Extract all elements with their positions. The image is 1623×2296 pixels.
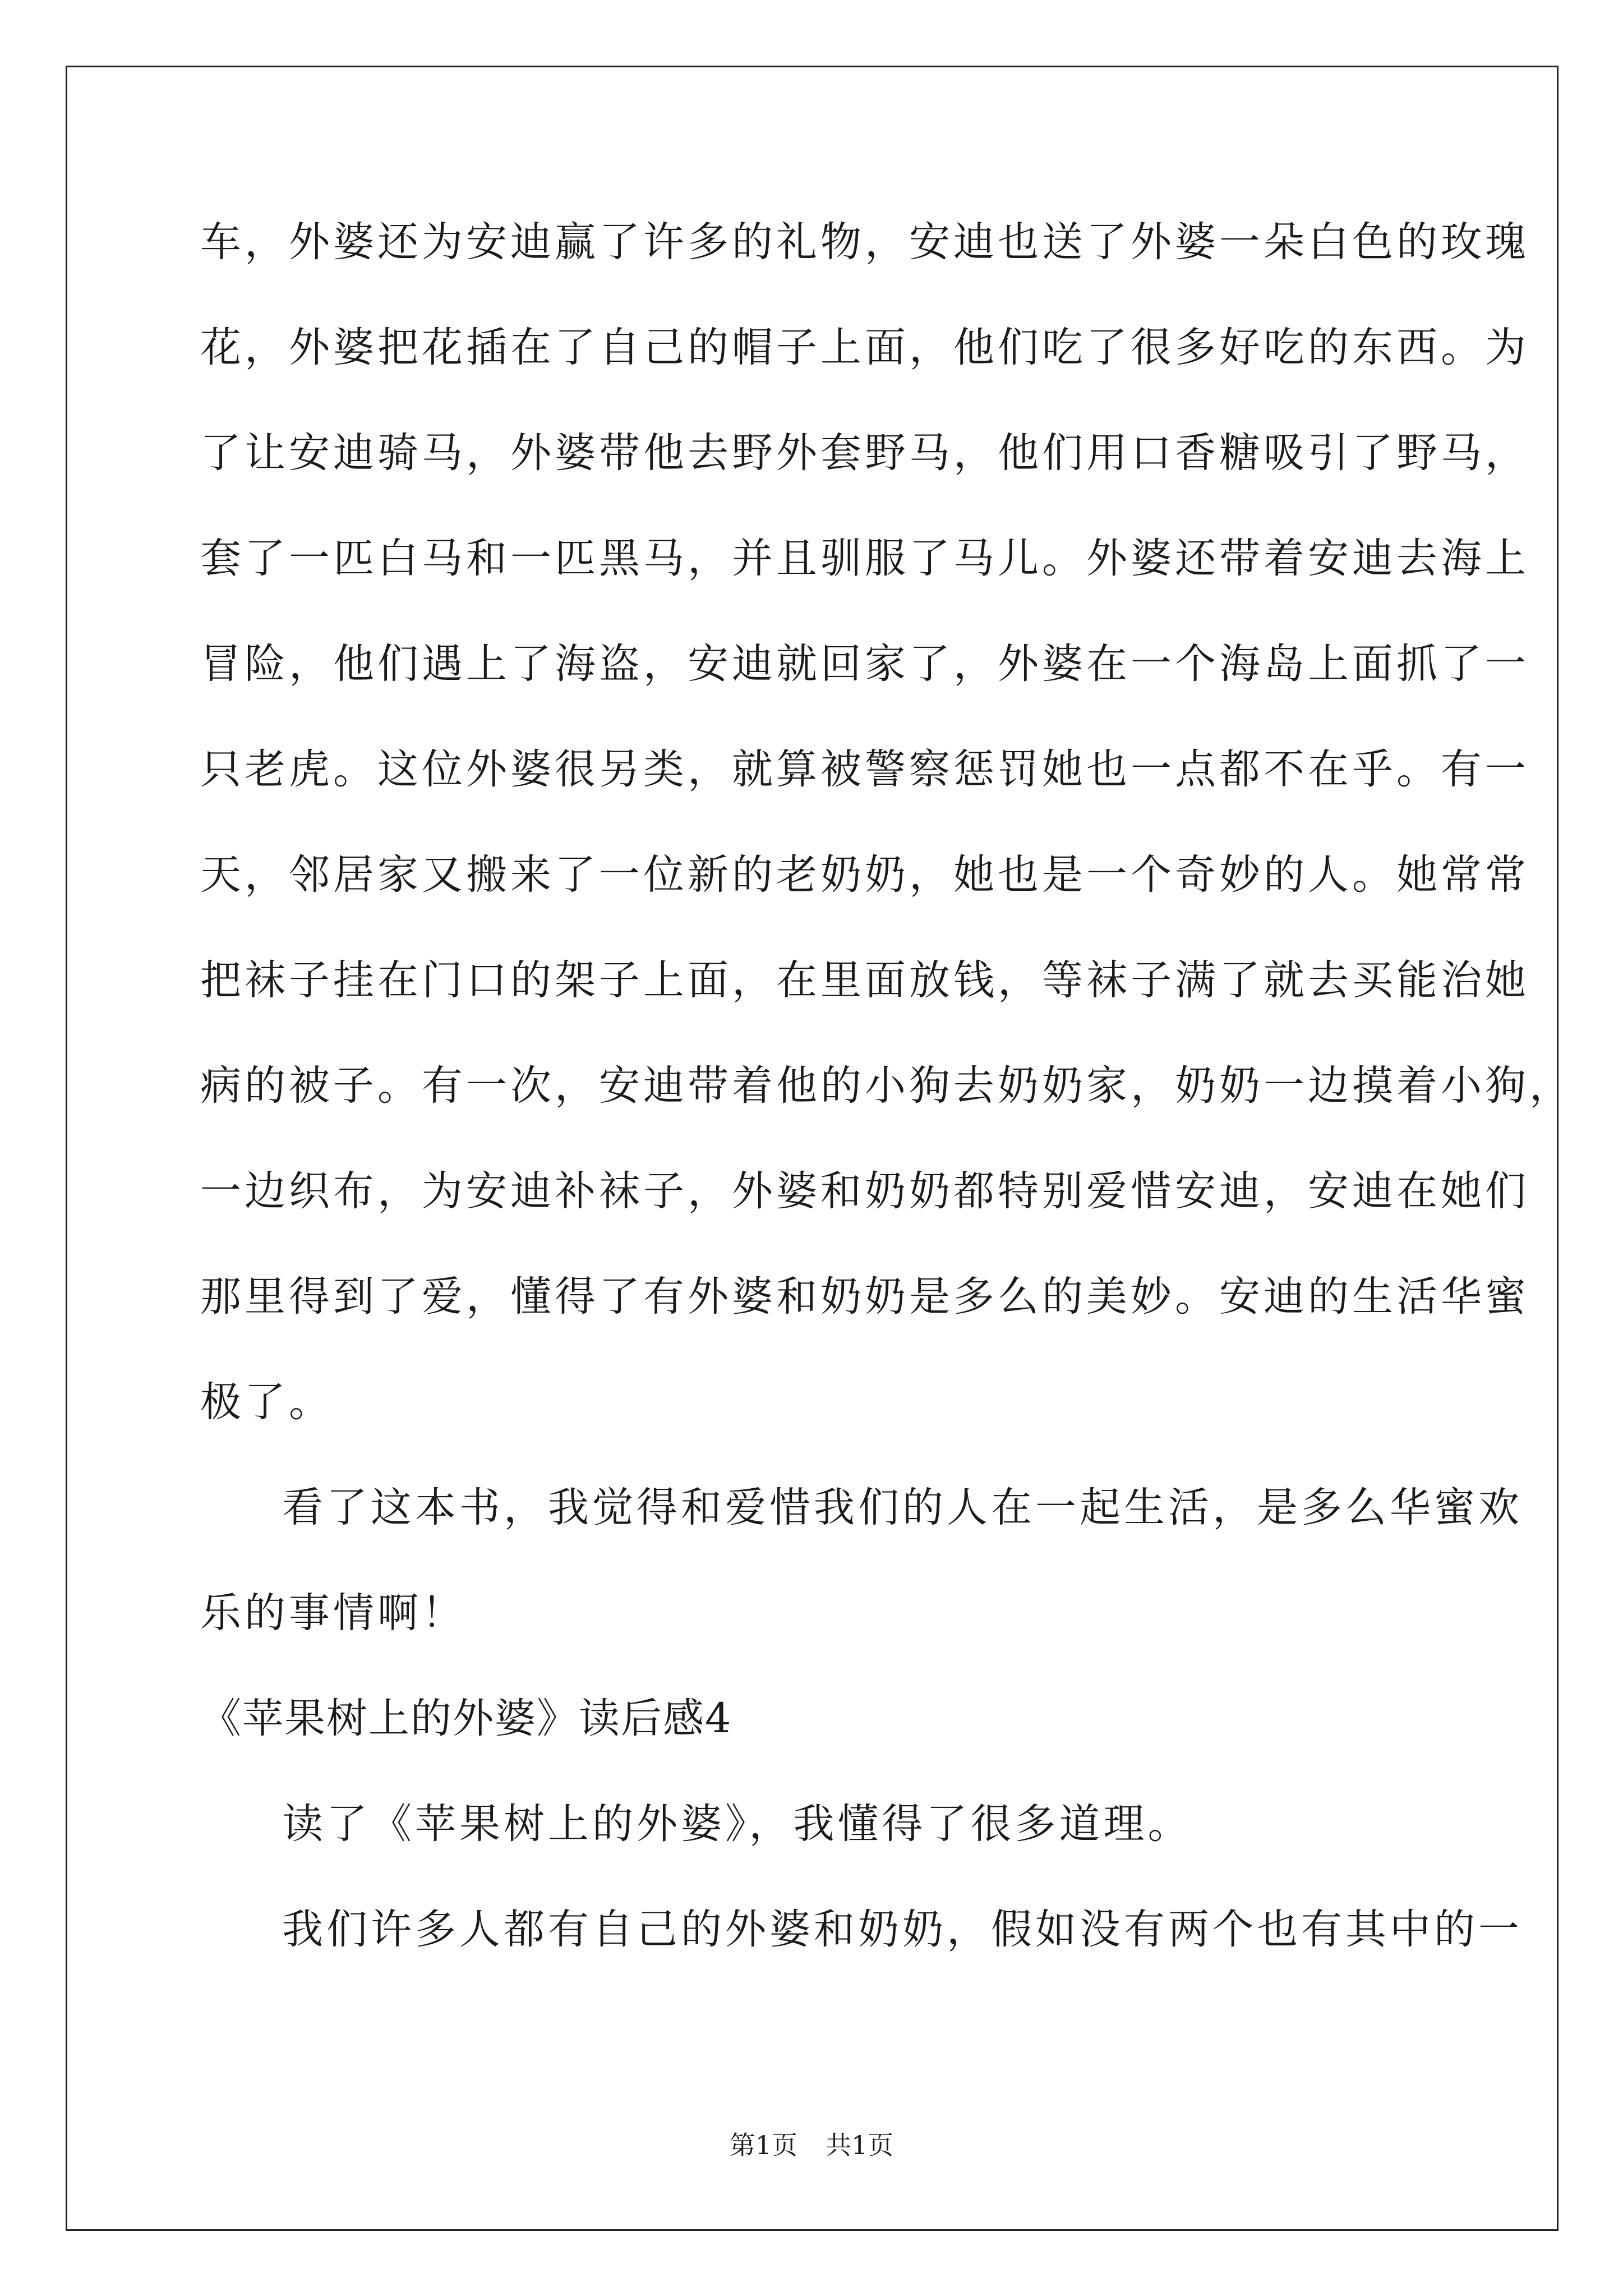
text-line: 那里得到了爱，懂得了有外婆和奶奶是多么的美妙。安迪的生活华蜜 (200, 1273, 1529, 1320)
text-line: 把袜子挂在门口的架子上面，在里面放钱，等袜子满了就去买能治她 (200, 956, 1529, 1004)
text-line: 花，外婆把花插在了自己的帽子上面，他们吃了很多好吃的东西。为 (200, 324, 1529, 371)
page-footer (0, 2129, 1623, 2161)
text-line: 车，外婆还为安迪赢了许多的礼物，安迪也送了外婆一朵白色的玫瑰 (200, 218, 1529, 266)
text-line: 极了。 (200, 1378, 333, 1426)
section-heading: 《苹果树上的外婆》读后感4 (200, 1695, 732, 1742)
text-line: 只老虎。这位外婆很另类，就算被警察惩罚她也一点都不在乎。有一 (200, 746, 1529, 793)
paragraph-start-line: 看了这本书，我觉得和爱惜我们的人在一起生活，是多么华蜜欢 (282, 1484, 1523, 1531)
text-line: 冒险，他们遇上了海盗，安迪就回家了，外婆在一个海岛上面抓了一 (200, 640, 1529, 688)
text-line: 了让安迪骑马，外婆带他去野外套野马，他们用口香糖吸引了野马， (200, 429, 1529, 477)
document-body (200, 217, 1574, 2009)
page-total: 共1页 (826, 2130, 894, 2160)
text-line: 乐的事情啊！ (200, 1589, 466, 1637)
text-line: 病的被子。有一次，安迪带着他的小狗去奶奶家，奶奶一边摸着小狗， (200, 1062, 1574, 1110)
text-line: 套了一匹白马和一匹黑马，并且驯服了马儿。外婆还带着安迪去海上 (200, 535, 1529, 582)
paragraph-start-line: 我们许多人都有自己的外婆和奶奶，假如没有两个也有其中的一 (282, 1906, 1523, 1953)
page-number: 第1页 (729, 2130, 797, 2160)
paragraph-start-line: 读了《苹果树上的外婆》，我懂得了很多道理。 (282, 1800, 1192, 1848)
text-line: 天，邻居家又搬来了一位新的老奶奶，她也是一个奇妙的人。她常常 (200, 851, 1529, 899)
text-line: 一边织布，为安迪补袜子，外婆和奶奶都特别爱惜安迪，安迪在她们 (200, 1167, 1529, 1215)
